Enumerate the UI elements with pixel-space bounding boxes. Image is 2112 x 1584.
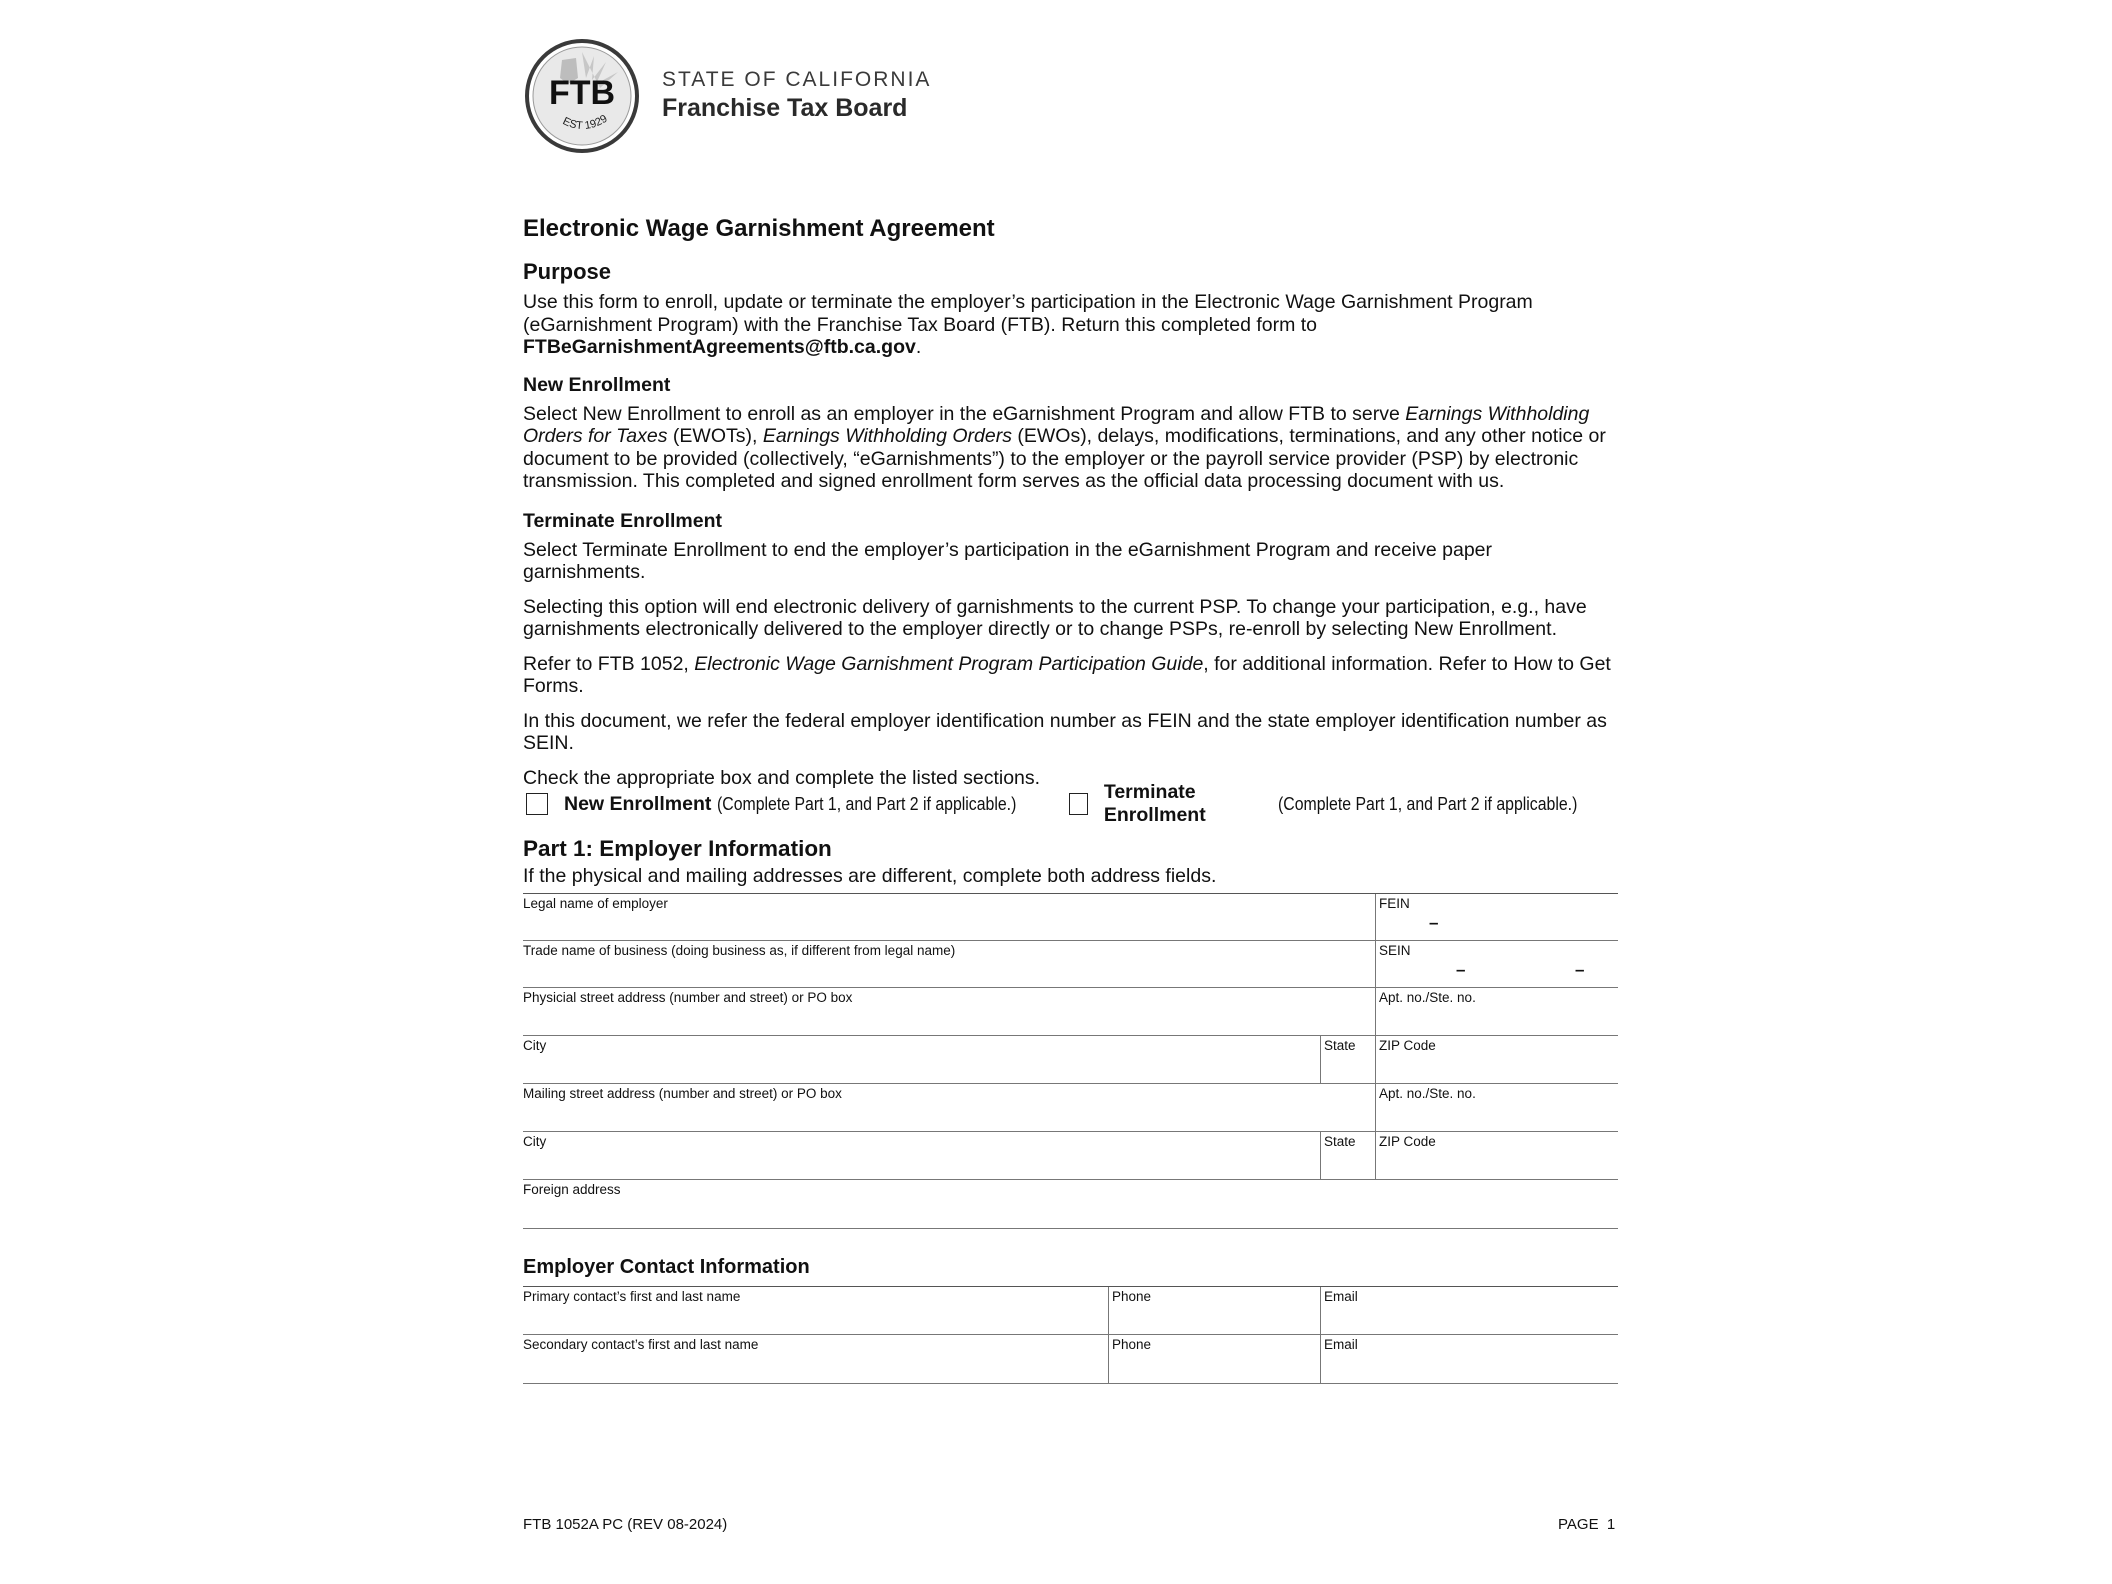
foreign-address-label: Foreign address <box>523 1182 621 1197</box>
mailing-state-input[interactable] <box>1321 1151 1375 1179</box>
primary-phone-field[interactable] <box>1108 1287 1320 1334</box>
trade-name-input[interactable] <box>523 959 1375 987</box>
primary-name-field[interactable] <box>523 1287 1108 1334</box>
physical-state-label: State <box>1324 1038 1356 1053</box>
mailing-apt-field[interactable] <box>1375 1084 1618 1131</box>
agency-header <box>524 38 1124 154</box>
physical-address-field[interactable] <box>523 988 1375 1035</box>
form-row-foreign-address <box>523 1180 1618 1229</box>
new-enrollment-paragraph <box>523 403 1618 493</box>
new-enrollment-option-note: (Complete Part 1, and Part 2 if applicable.) <box>717 793 1017 814</box>
check-instruction: Check the appropriate box and complete the listed sections. <box>523 766 1041 789</box>
legal-name-input[interactable] <box>523 912 1375 940</box>
primary-phone-input[interactable] <box>1109 1306 1320 1334</box>
purpose-email-link[interactable]: FTBeGarnishmentAgreements@ftb.ca.gov <box>523 336 916 358</box>
refer-text: , for additional information. Refer to How to Get Forms. <box>523 652 1611 697</box>
form-row-legal-name <box>523 894 1618 941</box>
physical-zip-label: ZIP Code <box>1379 1038 1436 1053</box>
mailing-address-field[interactable] <box>523 1084 1375 1131</box>
agency-state: STATE OF CALIFORNIA <box>662 68 932 91</box>
terminate-heading: Terminate Enrollment <box>523 509 723 532</box>
legal-name-field[interactable] <box>523 894 1375 940</box>
mailing-state-field[interactable] <box>1320 1132 1375 1179</box>
form-identifier: FTB 1052A PC (REV 08-2024) <box>523 1516 728 1533</box>
sein-separator-2: – <box>1575 960 1585 979</box>
secondary-phone-label: Phone <box>1112 1337 1152 1352</box>
form-row-mailing-address <box>523 1084 1618 1132</box>
physical-city-label: City <box>523 1038 547 1053</box>
primary-name-label: Primary contact’s first and last name <box>523 1289 741 1304</box>
sein-separator-1: – <box>1456 960 1466 979</box>
new-enrollment-option[interactable] <box>523 793 1058 816</box>
page-title: Electronic Wage Garnishment Agreement <box>523 215 995 242</box>
svg-text:FTB: FTB <box>548 74 616 112</box>
physical-apt-label: Apt. no./Ste. no. <box>1379 990 1476 1005</box>
refer-paragraph <box>523 653 1618 698</box>
fein-paragraph: In this document, we refer the federal employer identification number as FEIN and the state employer identification number as SEIN. <box>523 709 1607 754</box>
ewo-term: Earnings Withholding Orders <box>762 425 1012 447</box>
secondary-name-input[interactable] <box>523 1355 1108 1383</box>
mailing-state-label: State <box>1324 1134 1356 1149</box>
form-row-primary-contact <box>523 1287 1618 1335</box>
new-enrollment-text: (EWOTs), <box>667 425 763 447</box>
purpose-heading: Purpose <box>523 259 612 284</box>
terminate-enrollment-option-note: (Complete Part 1, and Part 2 if applicable.) <box>1277 793 1578 814</box>
physical-state-field[interactable] <box>1320 1036 1375 1083</box>
secondary-phone-field[interactable] <box>1108 1335 1320 1383</box>
mailing-zip-input[interactable] <box>1376 1151 1618 1179</box>
document-body <box>523 214 1618 900</box>
form-row-mailing-city <box>523 1132 1618 1180</box>
fein-label: FEIN <box>1379 896 1410 911</box>
new-enrollment-heading: New Enrollment <box>523 373 671 396</box>
form-row-physical-address <box>523 988 1618 1036</box>
agency-name: Franchise Tax Board <box>662 94 908 122</box>
secondary-phone-input[interactable] <box>1109 1355 1320 1383</box>
mailing-address-label: Mailing street address (number and street) or PO box <box>523 1086 842 1101</box>
physical-address-label: Physicial street address (number and street) or PO box <box>523 990 853 1005</box>
svg-text:EST 1929: EST 1929 <box>560 112 610 133</box>
secondary-name-label: Secondary contact’s first and last name <box>523 1337 759 1352</box>
mailing-address-input[interactable] <box>523 1103 1375 1131</box>
physical-address-input[interactable] <box>523 1007 1375 1035</box>
physical-apt-field[interactable] <box>1375 988 1618 1035</box>
contact-section-title: Employer Contact Information <box>523 1256 810 1278</box>
mailing-city-input[interactable] <box>523 1151 1320 1179</box>
fein-input[interactable] <box>1376 912 1618 940</box>
foreign-address-input[interactable] <box>523 1200 1618 1228</box>
mailing-apt-input[interactable] <box>1376 1103 1618 1131</box>
physical-city-input[interactable] <box>523 1055 1320 1083</box>
physical-apt-input[interactable] <box>1376 1007 1618 1035</box>
legal-name-label: Legal name of employer <box>523 896 668 911</box>
employer-info-form <box>523 893 1618 1229</box>
fein-field[interactable] <box>1375 894 1618 940</box>
part1-title: Part 1: Employer Information <box>523 836 832 861</box>
page-number: PAGE 1 <box>1558 1516 1616 1533</box>
new-enrollment-option-label: New Enrollment <box>564 792 712 815</box>
form-row-trade-name <box>523 941 1618 988</box>
refer-text: Refer to FTB 1052, <box>523 652 695 675</box>
sein-field[interactable] <box>1375 941 1618 987</box>
terminate-paragraph-2: Selecting this option will end electronic delivery of garnishments to the current PSP. To change your participation, e.g., have garnishments electronically delivered to the employer directly or to change PSPs, re-enroll by selecting New Enrollment. <box>523 595 1587 640</box>
trade-name-field[interactable] <box>523 941 1375 987</box>
physical-state-input[interactable] <box>1321 1055 1375 1083</box>
new-enrollment-text: (EWOs), delays, modifications, terminations, and any other notice or document to be provided (collectively, “eGarnishments”) to the employer or the payroll service provider (PSP) by electronic transmission. This completed and signed enrollment form serves as the official data processing document with us. <box>523 425 1606 492</box>
new-enrollment-checkbox[interactable] <box>526 793 548 815</box>
primary-email-field[interactable] <box>1320 1287 1618 1334</box>
terminate-enrollment-option-label: Terminate Enrollment <box>1103 781 1206 826</box>
mailing-city-field[interactable] <box>523 1132 1320 1179</box>
terminate-paragraph-1: Select Terminate Enrollment to end the employer’s participation in the eGarnishment Program and receive paper garnishments. <box>523 538 1493 583</box>
sein-input[interactable] <box>1376 959 1618 987</box>
primary-phone-label: Phone <box>1112 1289 1152 1304</box>
mailing-zip-field[interactable] <box>1375 1132 1618 1179</box>
new-enrollment-text: Select New Enrollment to enroll as an employer in the eGarnishment Program and allow FTB to serve <box>523 402 1406 425</box>
part1-instruction: If the physical and mailing addresses are different, complete both address fields. <box>523 865 1217 887</box>
terminate-enrollment-checkbox[interactable] <box>1069 793 1088 815</box>
secondary-name-field[interactable] <box>523 1335 1108 1383</box>
mailing-apt-label: Apt. no./Ste. no. <box>1379 1086 1476 1101</box>
enrollment-options <box>523 781 1618 826</box>
purpose-paragraph: Use this form to enroll, update or terminate the employer’s participation in the Electronic Wage Garnishment Program (eGarnishment Program) with the Franchise Tax Board (FTB). Return this completed form to FTBeGarnishmentAgreements@ftb.ca.gov. <box>523 291 1533 358</box>
secondary-email-input[interactable] <box>1321 1355 1618 1383</box>
trade-name-label: Trade name of business (doing business as, if different from legal name) <box>523 943 956 958</box>
physical-city-field[interactable] <box>523 1036 1320 1083</box>
guide-title: Electronic Wage Garnishment Program Participation Guide <box>694 652 1204 675</box>
ewot-term: Earnings Withholding Orders for Taxes <box>523 402 1590 447</box>
physical-zip-input[interactable] <box>1376 1055 1618 1083</box>
primary-email-input[interactable] <box>1321 1306 1618 1334</box>
sein-label: SEIN <box>1379 943 1411 958</box>
mailing-city-label: City <box>523 1134 547 1149</box>
foreign-address-field[interactable] <box>523 1180 1618 1228</box>
mailing-zip-label: ZIP Code <box>1379 1134 1436 1149</box>
secondary-email-label: Email <box>1324 1337 1358 1352</box>
primary-name-input[interactable] <box>523 1306 1108 1334</box>
secondary-email-field[interactable] <box>1320 1335 1618 1383</box>
terminate-enrollment-option[interactable] <box>1066 781 1618 827</box>
fein-separator: – <box>1429 913 1439 932</box>
physical-zip-field[interactable] <box>1375 1036 1618 1083</box>
form-row-secondary-contact <box>523 1335 1618 1384</box>
ftb-seal-logo <box>524 38 640 154</box>
form-row-physical-city <box>523 1036 1618 1084</box>
purpose-text: Use this form to enroll, update or terminate the employer’s participation in the Electronic Wage Garnishment Program (eGarnishment Program) with the Franchise Tax Board (FTB). Return this completed form to <box>523 291 1533 336</box>
contact-info-form <box>523 1286 1618 1384</box>
primary-email-label: Email <box>1324 1289 1358 1304</box>
